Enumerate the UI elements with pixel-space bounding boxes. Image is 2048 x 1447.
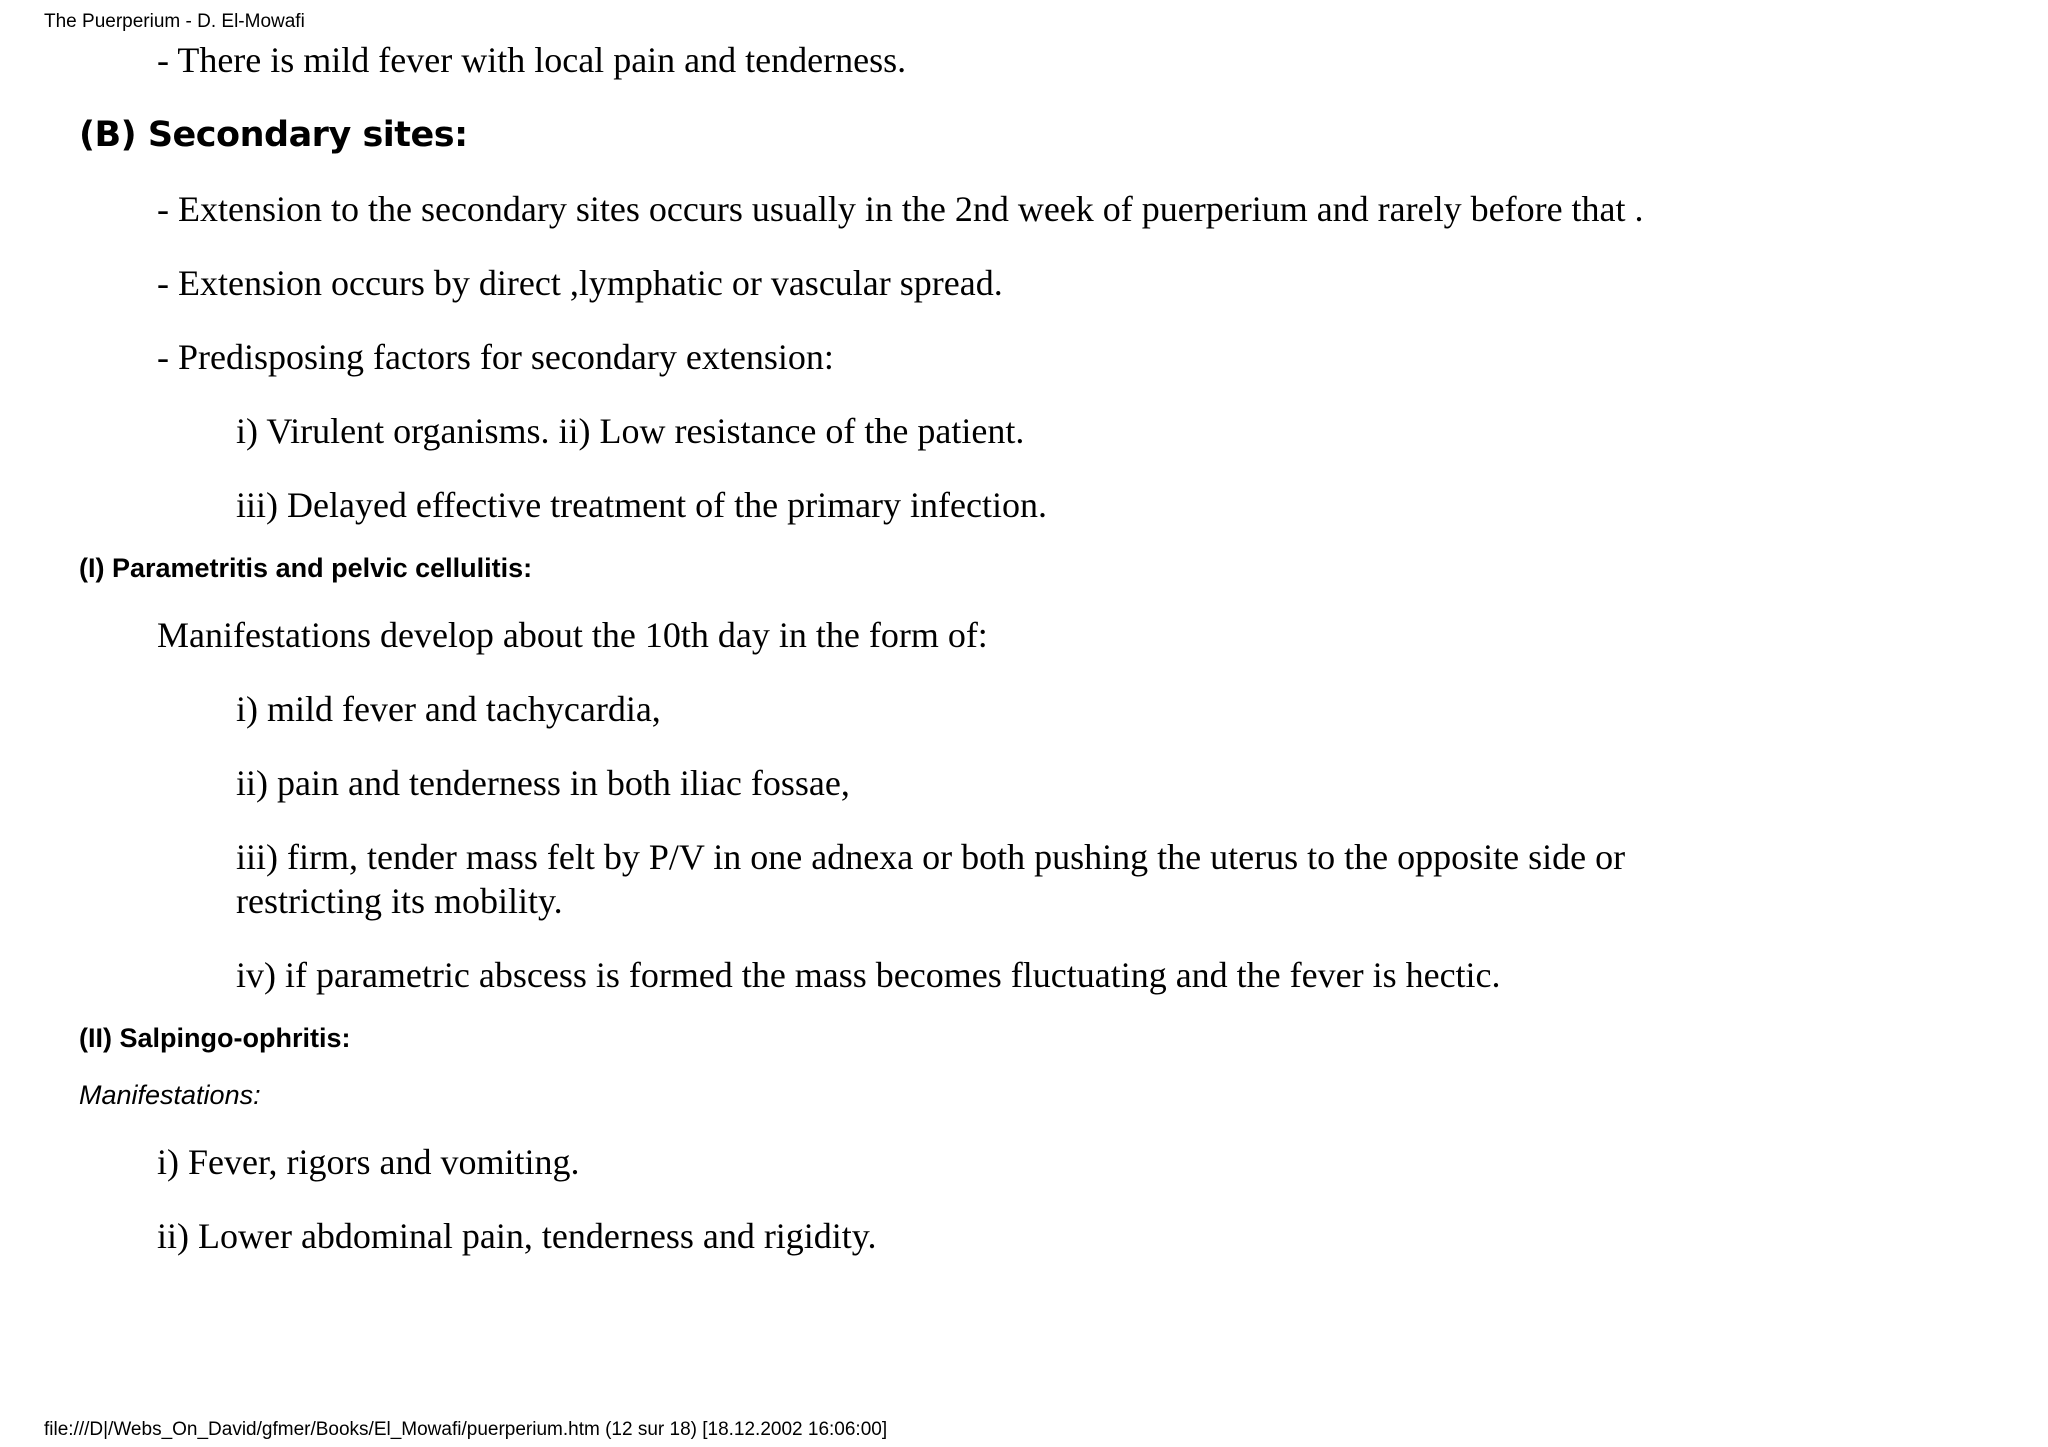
page-footer-url: file:///D|/Webs_On_David/gfmer/Books/El_Mowafi/puerperium.htm (12 sur 18) [18.12.2002 16:06:00]	[44, 1419, 888, 1440]
parametritis-item: ii) pain and tenderness in both iliac fossae,	[236, 763, 850, 803]
paragraph-predisposing-factors: - Predisposing factors for secondary extension:	[157, 337, 834, 377]
salpingo-item: ii) Lower abdominal pain, tenderness and rigidity.	[157, 1216, 877, 1256]
parametritis-item: iv) if parametric abscess is formed the mass becomes fluctuating and the fever is hectic.	[236, 955, 1501, 995]
factor-list-item: i) Virulent organisms. ii) Low resistance of the patient.	[236, 411, 1025, 451]
paragraph-extension-timing: - Extension to the secondary sites occurs usually in the 2nd week of puerperium and rarely before that .	[157, 189, 1644, 229]
subheading-salpingo-ophritis: (II) Salpingo-ophritis:	[79, 1023, 351, 1053]
parametritis-item: i) mild fever and tachycardia,	[236, 689, 661, 729]
section-heading-secondary-sites: (B) Secondary sites:	[79, 115, 468, 155]
page-header-title: The Puerperium - D. El-Mowafi	[44, 11, 305, 32]
factor-list-item: iii) Delayed effective treatment of the primary infection.	[236, 485, 1047, 525]
subheading-parametritis: (I) Parametritis and pelvic cellulitis:	[79, 553, 533, 583]
manifestations-label: Manifestations:	[79, 1080, 261, 1110]
intro-line: - There is mild fever with local pain and tenderness.	[157, 40, 907, 80]
parametritis-item: iii) firm, tender mass felt by P/V in one adnexa or both pushing the uterus to the opposite side or	[236, 837, 1626, 877]
parametritis-item-continuation: restricting its mobility.	[236, 881, 563, 921]
paragraph-extension-route: - Extension occurs by direct ,lymphatic or vascular spread.	[157, 263, 1003, 303]
salpingo-item: i) Fever, rigors and vomiting.	[157, 1142, 580, 1182]
parametritis-intro: Manifestations develop about the 10th day in the form of:	[157, 615, 988, 655]
